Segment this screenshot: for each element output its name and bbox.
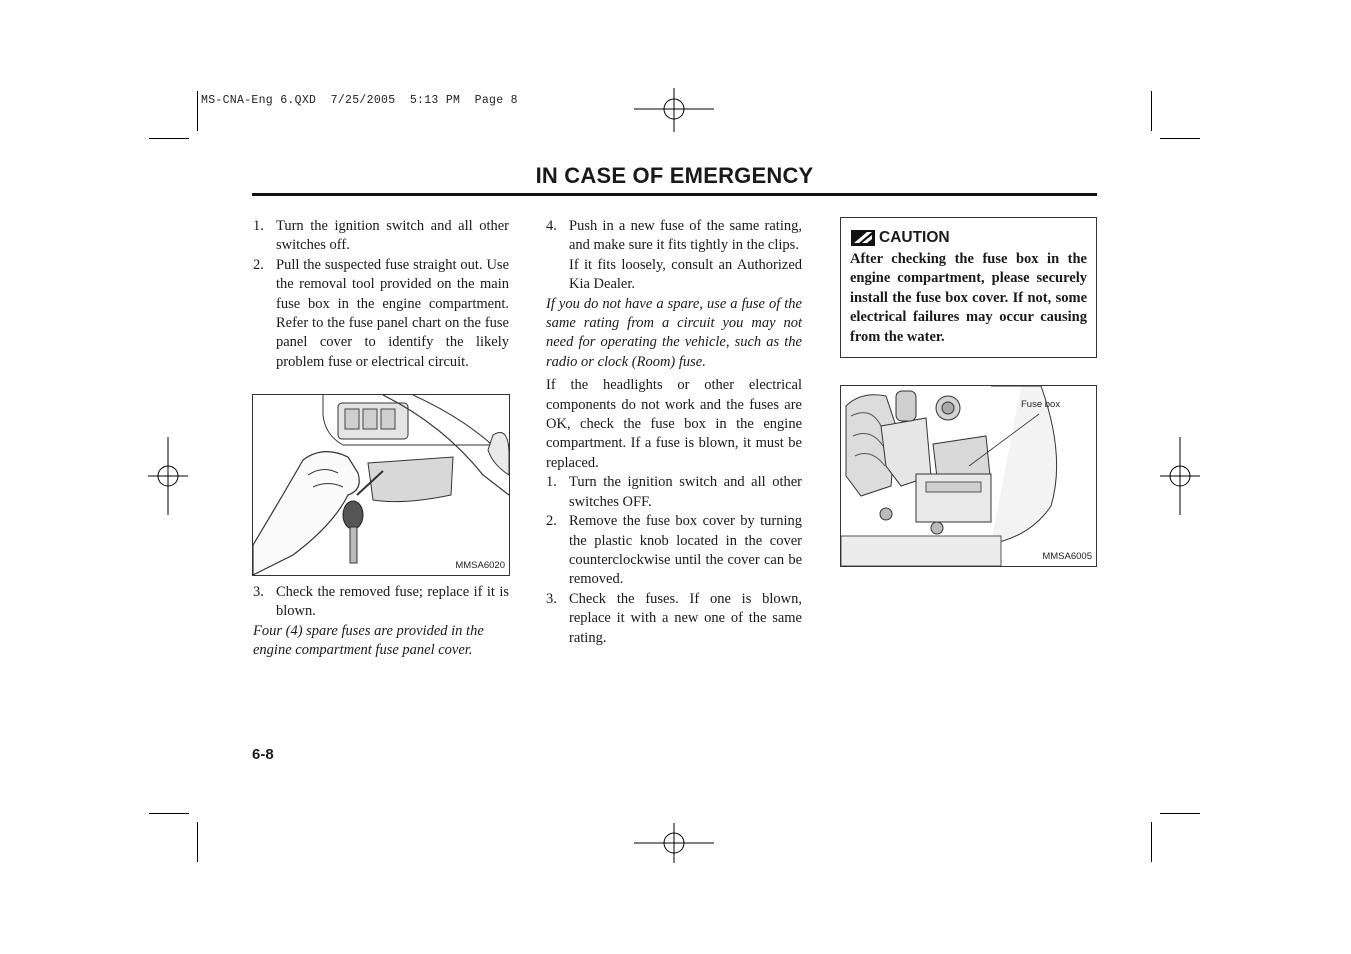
hand-removing-fuse-cover-drawing: [253, 395, 509, 575]
registration-mark-bottom: [634, 823, 714, 863]
list-item: 3. Check the fuses. If one is blown, replace it with a new one of the same rating.: [546, 590, 802, 646]
list-item: 4. Push in a new fuse of the same rating, and make sure it fits tightly in the clips.: [546, 218, 802, 254]
paragraph: If the headlights or other electrical components do not work and the fuses are OK, check the fuse box in the engine compartment. If a fuse is blown, it must be replaced.: [546, 377, 802, 471]
caution-heading: [851, 229, 950, 247]
list-item: 1. Turn the ignition switch and all other switches off.: [253, 218, 509, 254]
figure-caption: MMSA6020: [455, 560, 505, 571]
registration-mark-top: [634, 88, 714, 132]
fuse-box-label: Fuse box: [1021, 399, 1061, 410]
caution-box: [840, 217, 1097, 358]
title-rule: [252, 193, 1097, 196]
caution-text: After checking the fuse box in the engine compartment, please securely install the fuse box cover. If not, some electrical failures may occur causing from the water.: [850, 251, 1087, 345]
registration-mark-left: [148, 437, 188, 515]
engine-compartment-illustration: [840, 385, 1097, 567]
caution-label: CAUTION: [879, 229, 950, 246]
list-item: 3. Check the removed fuse; replace if it is blown.: [253, 584, 509, 620]
print-slug: MS-CNA-Eng 6.QXD 7/25/2005 5:13 PM Page 8: [201, 94, 518, 107]
note-text: If you do not have a spare, use a fuse of the same rating from a circuit you may not need for operating the vehicle, such as the radio or clock (Room) fuse.: [546, 295, 802, 370]
fuse-panel-illustration: [252, 394, 510, 576]
list-item: 2. Remove the fuse box cover by turning the plastic knob located in the cover counterclockwise until the cover can be removed.: [546, 513, 802, 588]
column-1-lower: [253, 583, 509, 661]
list-item: 2. Pull the suspected fuse straight out. Use the removal tool provided on the main fuse box in the engine compartment. Refer to the fuse panel chart on the fuse panel cover to identify the likely problem fuse or electrical circuit.: [253, 256, 509, 370]
column-1: [253, 217, 509, 372]
figure-caption: MMSA6005: [1042, 551, 1092, 562]
list-item: 1. Turn the ignition switch and all other switches OFF.: [546, 474, 802, 510]
engine-bay-drawing: [841, 386, 1096, 566]
column-2: [546, 217, 802, 648]
page-number: 6-8: [252, 746, 274, 763]
registration-mark-right: [1160, 437, 1200, 515]
list-item-continuation: If it fits loosely, consult an Authorized Kia Dealer.: [569, 256, 802, 293]
caution-icon: [851, 230, 875, 246]
note-text: Four (4) spare fuses are provided in the engine compartment fuse panel cover.: [253, 622, 484, 659]
page-title: IN CASE OF EMERGENCY: [535, 163, 814, 188]
